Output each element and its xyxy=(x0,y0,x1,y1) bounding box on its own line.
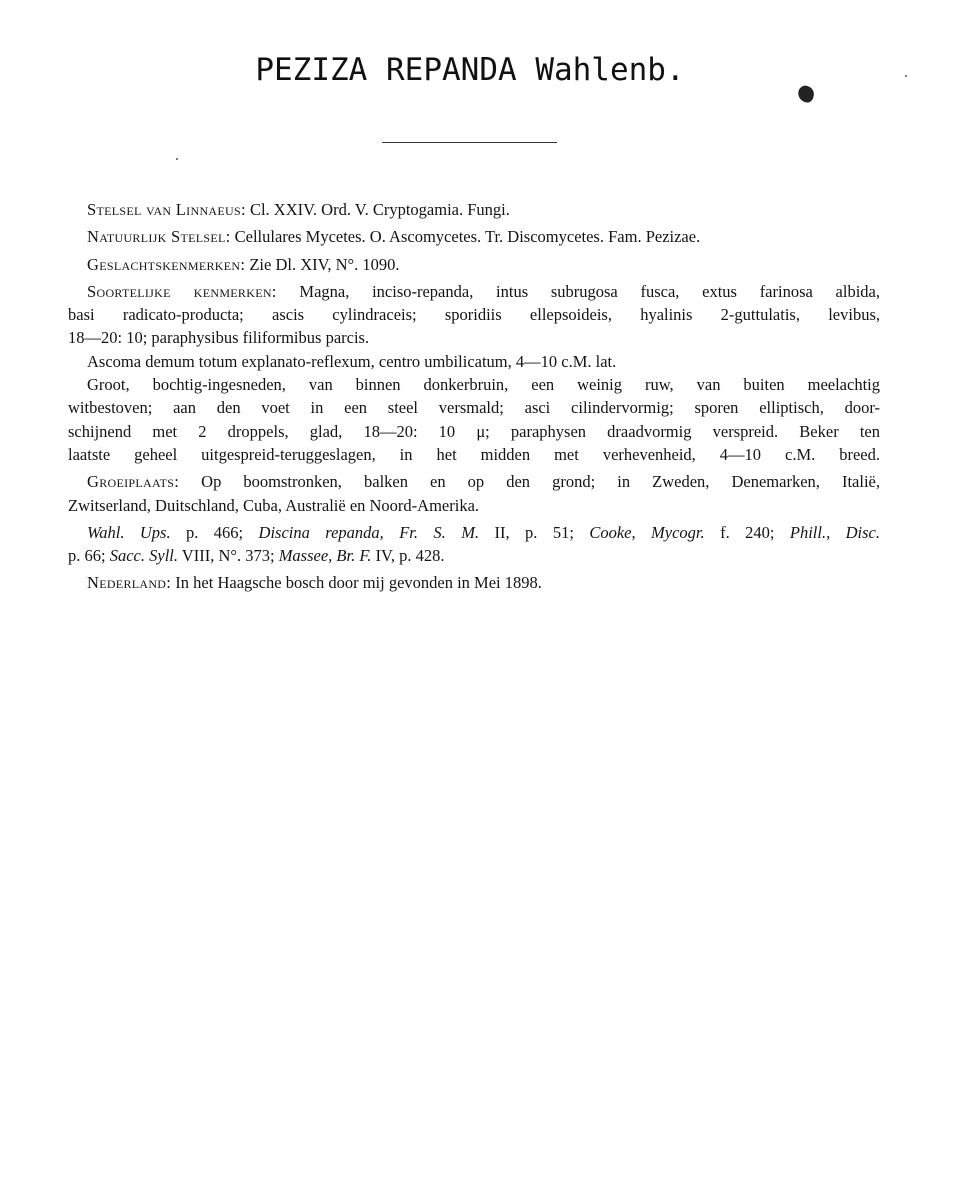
ref-text: VIII, N°. 373; xyxy=(177,546,279,566)
geslachtskenmerken-paragraph xyxy=(68,253,880,276)
natuurlijk-stelsel-paragraph xyxy=(68,225,880,248)
text-groeiplaats-line1: Op boomstronken, balken en op den grond; in Zweden, Denemarken, Italië, xyxy=(179,472,880,492)
groeiplaats-paragraph xyxy=(68,470,880,517)
references-paragraph xyxy=(68,521,880,568)
label-geslachtskenmerken: Geslachtskenmerken: xyxy=(87,254,246,274)
soortelijke-kenmerken-paragraph xyxy=(68,280,880,350)
text-ascoma: Ascoma demum totum explanato-reflexum, centro umbilicatum, 4—10 c.M. lat. xyxy=(87,351,617,371)
text-groeiplaats-line2: Zwitserland, Duitschland, Cuba, Australië en Noord-Amerika. xyxy=(68,495,480,515)
text-soortelijke-line2: basi radicato-producta; ascis cylindraceis; sporidiis ellepsoideis, hyalinis 2-guttulatis, levibus, xyxy=(68,305,880,325)
document-body xyxy=(68,198,880,595)
title-divider xyxy=(382,142,557,143)
text-natuurlijk-stelsel: Cellulares Mycetes. O. Ascomycetes. Tr. Discomycetes. Fam. Pezizae. xyxy=(230,227,701,247)
text-nederland: In het Haagsche bosch door mij gevonden in Mei 1898. xyxy=(171,573,542,593)
text-groot-line4: laatste geheel uitgespreid-teruggeslagen, in het midden met verhevenheid, 4—10 c.M. breed. xyxy=(68,444,880,464)
text-groot-line2: witbestoven; aan den voet in een steel versmald; asci cilindervormig; sporen elliptisch, door- xyxy=(68,398,880,418)
groot-paragraph xyxy=(68,373,880,466)
ref-massee: Massee, Br. F. xyxy=(278,546,372,566)
ref-sacc: Sacc. Syll. xyxy=(109,546,178,566)
ref-text: p. 466; xyxy=(170,522,259,542)
ref-wahl: Wahl. Ups. xyxy=(87,522,171,542)
page-title: PEZIZA REPANDA Wahlenb. xyxy=(255,52,685,88)
ascoma-paragraph xyxy=(68,350,880,373)
dust-dot xyxy=(176,158,178,160)
ref-text: IV, p. 428. xyxy=(371,546,445,566)
text-stelsel-linnaeus: Cl. XXIV. Ord. V. Cryptogamia. Fungi. xyxy=(245,200,510,219)
text-groot-line3: schijnend met 2 droppels, glad, 18—20: 10 μ; paraphysen draadvormig verspreid. Beker ten xyxy=(68,421,880,441)
text-groot-line1: Groot, bochtig-ingesneden, van binnen donkerbruin, een weinig ruw, van buiten meelachtig xyxy=(87,375,880,395)
label-soortelijke-kenmerken: Soortelijke kenmerken: xyxy=(87,281,277,301)
nederland-paragraph xyxy=(68,571,880,594)
label-nederland: Nederland: xyxy=(87,573,172,593)
text-soortelijke-line3: 18—20: 10; paraphysibus filiformibus parcis. xyxy=(68,328,370,348)
text-soortelijke-line1: Magna, inciso-repanda, intus subrugosa fusca, extus farinosa albida, xyxy=(276,281,880,301)
label-stelsel-linnaeus: Stelsel van Linnaeus: xyxy=(87,200,246,219)
ref-text: p. 66; xyxy=(68,546,110,566)
stelsel-linnaeus-paragraph xyxy=(68,198,880,221)
text-geslachtskenmerken: Zie Dl. XIV, N°. 1090. xyxy=(245,254,400,274)
ref-text: f. 240; xyxy=(704,522,790,542)
ref-cooke: Cooke, Mycogr. xyxy=(589,522,705,542)
ref-discina: Discina repanda, Fr. S. M. xyxy=(258,522,480,542)
label-natuurlijk-stelsel: Natuurlijk Stelsel: xyxy=(87,227,231,247)
ref-text: II, p. 51; xyxy=(479,522,590,542)
label-groeiplaats: Groeiplaats: xyxy=(87,472,180,492)
ref-phill: Phill., Disc. xyxy=(789,522,880,542)
dust-dot xyxy=(905,75,907,77)
